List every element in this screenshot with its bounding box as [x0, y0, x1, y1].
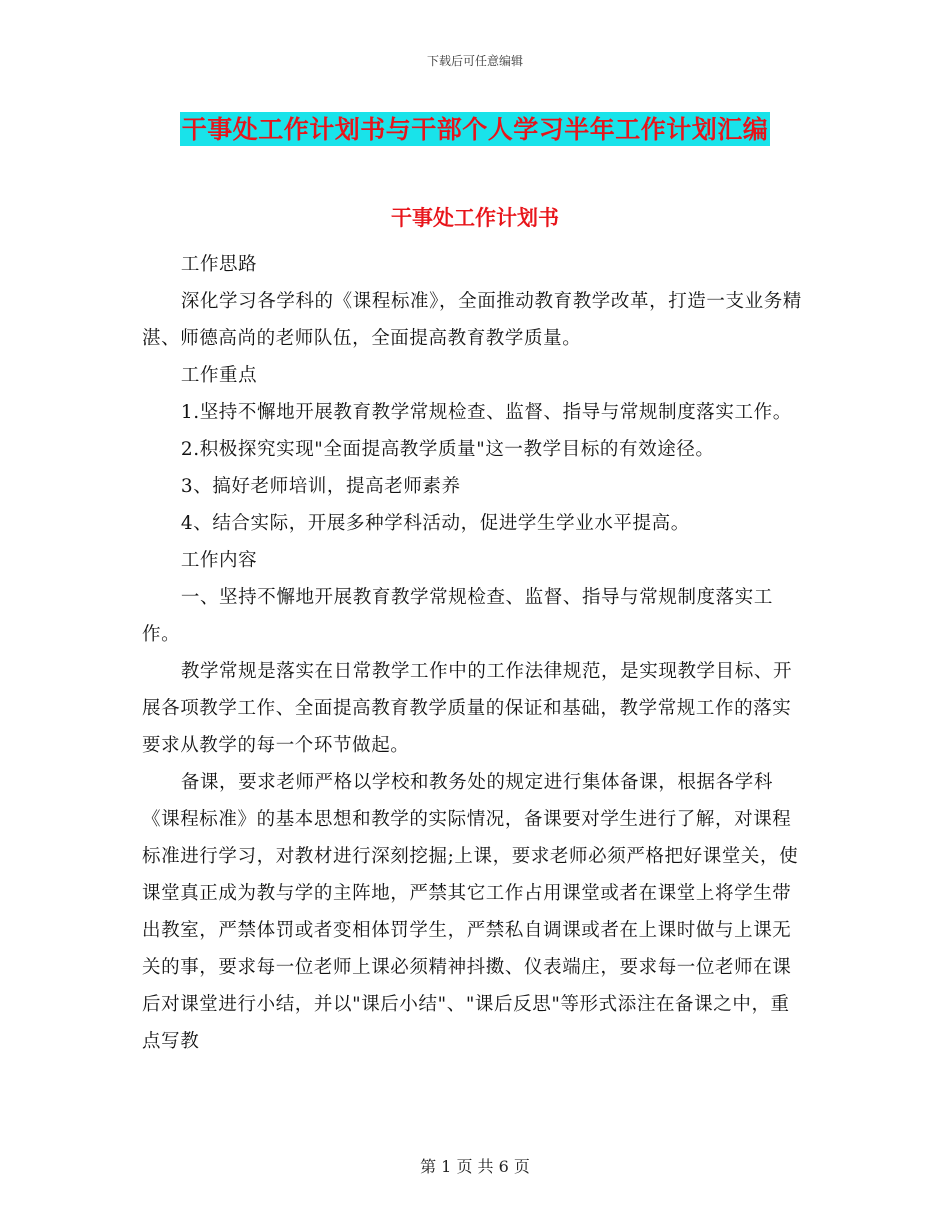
paragraph: 4、结合实际，开展多种学科活动，促进学生学业水平提高。 — [180, 513, 690, 534]
section-title: 干事处工作计划书 — [391, 206, 559, 230]
paragraph: 工作重点 — [180, 365, 258, 386]
main-title-text: 干事处工作计划书与干部个人学习半年工作计划汇编 — [180, 112, 771, 146]
header-note: 下载后可任意编辑 — [426, 54, 523, 68]
paragraph: 一、坚持不懈地开展教育教学常规检查、监督、指导与常规制度落实工作。 — [142, 587, 773, 645]
paragraph: 教学常规是落实在日常教学工作中的工作法律规范，是实现教学目标、开展各项教学工作、全面提高教育教学质量的保证和基础，教学常规工作的落实要求从教学的每一个环节做起。 — [142, 661, 793, 756]
paragraph: 1.坚持不懈地开展教育教学常规检查、监督、指导与常规制度落实工作。 — [180, 402, 792, 423]
paragraph: 3、搞好老师培训，提高老师素养 — [180, 476, 461, 497]
paragraph: 工作思路 — [180, 254, 258, 275]
paragraph: 2.积极探究实现"全面提高教学质量"这一教学目标的有效途径。 — [180, 439, 715, 460]
paragraph: 工作内容 — [180, 550, 258, 571]
paragraph: 备课，要求老师严格以学校和教务处的规定进行集体备课，根据各学科《课程标准》的基本思想和教学的实际情况，备课要对学生进行了解，对课程标准进行学习，对教材进行深刻挖掘;上课，要求老师必须严格把好课堂关，使课堂真正成为教与学的主阵地，严禁其它工作占用课堂或者在课堂上将学生带出教室，严禁体罚或者变相体罚学生，严禁私自调课或者在上课时做与上课无关的事，要求每一位老师上课必须精神抖擞、仪表端庄，要求每一位老师在课后对课堂进行小结，并以"课后小结"、"课后反思"等形式添注在备课之中，重点写教 — [142, 772, 799, 1052]
page-footer: 第 1 页 共 6 页 — [420, 1157, 530, 1176]
document-body — [142, 246, 802, 1060]
document-main-title — [0, 110, 950, 146]
paragraph: 深化学习各学科的《课程标准》，全面推动教育教学改革，打造一支业务精湛、师德高尚的老师队伍，全面提高教育教学质量。 — [142, 291, 802, 349]
